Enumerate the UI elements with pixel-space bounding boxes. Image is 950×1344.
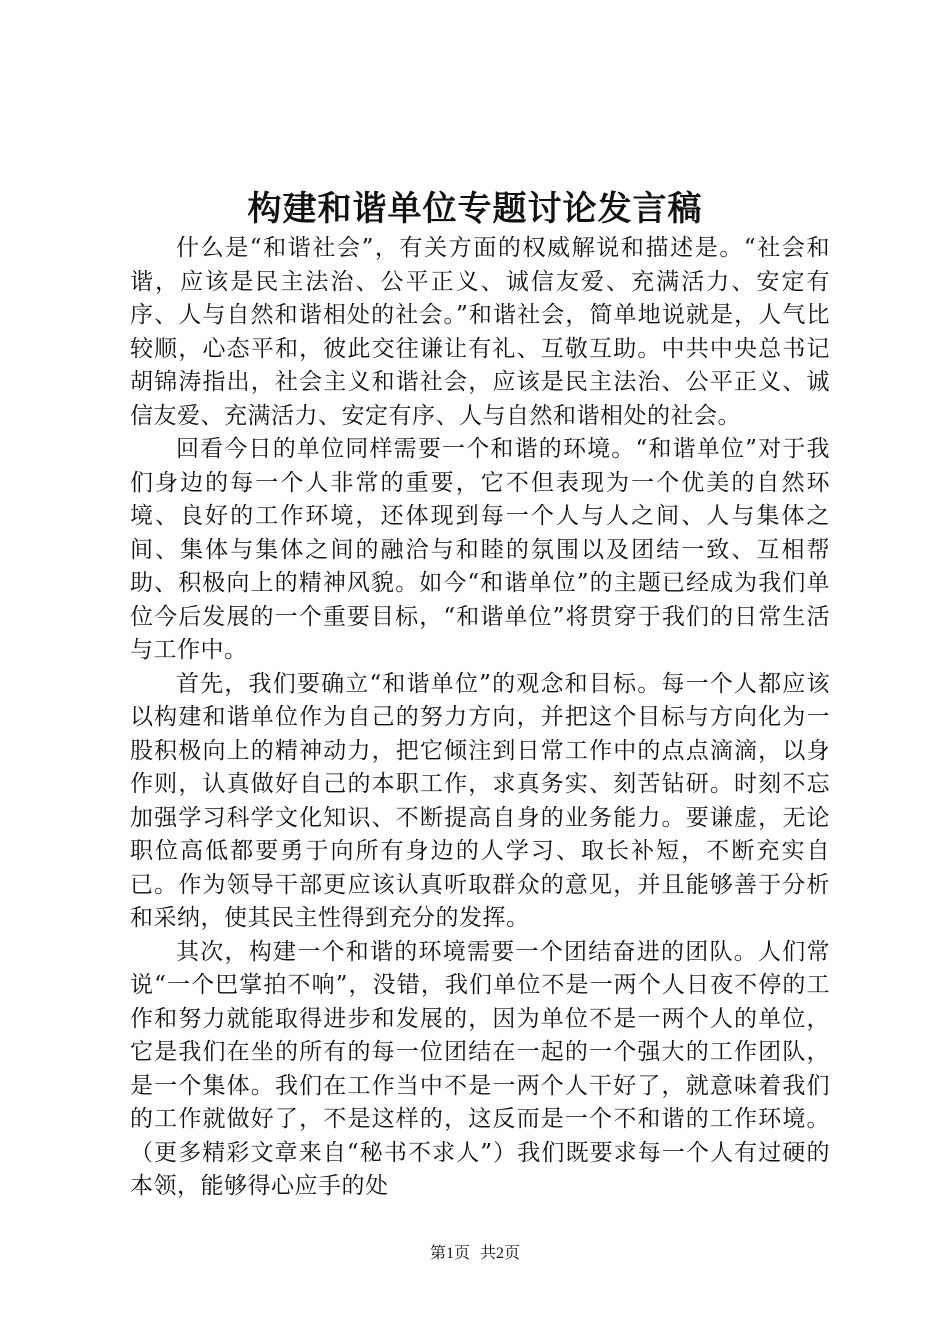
paragraph-4: 其次，构建一个和谐的环境需要一个团结奋进的团队。人们常说“一个巴掌拍不响”，没错，我们单位不是一两个人日夜不停的工作和努力就能取得进步和发展的，因为单位不是一两个人的单位，它是我们在坐的所有的每一位团结在一起的一个强大的工作团队，是一个集体。我们在工作当中不是一两个人干好了，就意味着我们的工作就做好了，不是这样的，这反而是一个不和谐的工作环境。（更多精彩文章来自“秘书不求人”）我们既要求每一个人有过硬的本领，能够得心应手的处 [130,938,830,1199]
document-title: 构建和谐单位专题讨论发言稿 [247,189,703,229]
page-number: 第1页 [429,1245,470,1262]
document-body [130,232,830,1204]
paragraph-1: 什么是“和谐社会”，有关方面的权威解说和描述是。“社会和谐，应该是民主法治、公平正义、诚信友爱、充满活力、安定有序、人与自然和谐相处的社会。”和谐社会，简单地说就是，人气比较顺，心态平和，彼此交往谦让有礼、互敬互助。中共中央总书记胡锦涛指出，社会主义和谐社会，应该是民主法治、公平正义、诚信友爱、充满活力、安定有序、人与自然和谐相处的社会。 [130,235,830,429]
page-total: 共2页 [480,1245,521,1262]
paragraph-3: 首先，我们要确立“和谐单位”的观念和目标。每一个人都应该以构建和谐单位作为自己的努力方向，并把这个目标与方向化为一股积极向上的精神动力，把它倾注到日常工作中的点点滴滴，以身作则，认真做好自己的本职工作，求真务实、刻苦钻研。时刻不忘加强学习科学文化知识、不断提高自身的业务能力。要谦虚，无论职位高低都要勇于向所有身边的人学习、取长补短，不断充实自已。作为领导干部更应该认真听取群众的意见，并且能够善于分析和采纳，使其民主性得到充分的发挥。 [130,670,830,931]
paragraph-2: 回看今日的单位同样需要一个和谐的环境。“和谐单位”对于我们身边的每一个人非常的重要，它不但表现为一个优美的自然环境、良好的工作环境，还体现到每一个人与人之间、人与集体之间、集体与集体之间的融洽与和睦的氛围以及团结一致、互相帮助、积极向上的精神风貌。如今“和谐单位”的主题已经成为我们单位今后发展的一个重要目标，“和谐单位”将贯穿于我们的日常生活与工作中。 [130,436,830,663]
page-footer [0,1243,950,1265]
